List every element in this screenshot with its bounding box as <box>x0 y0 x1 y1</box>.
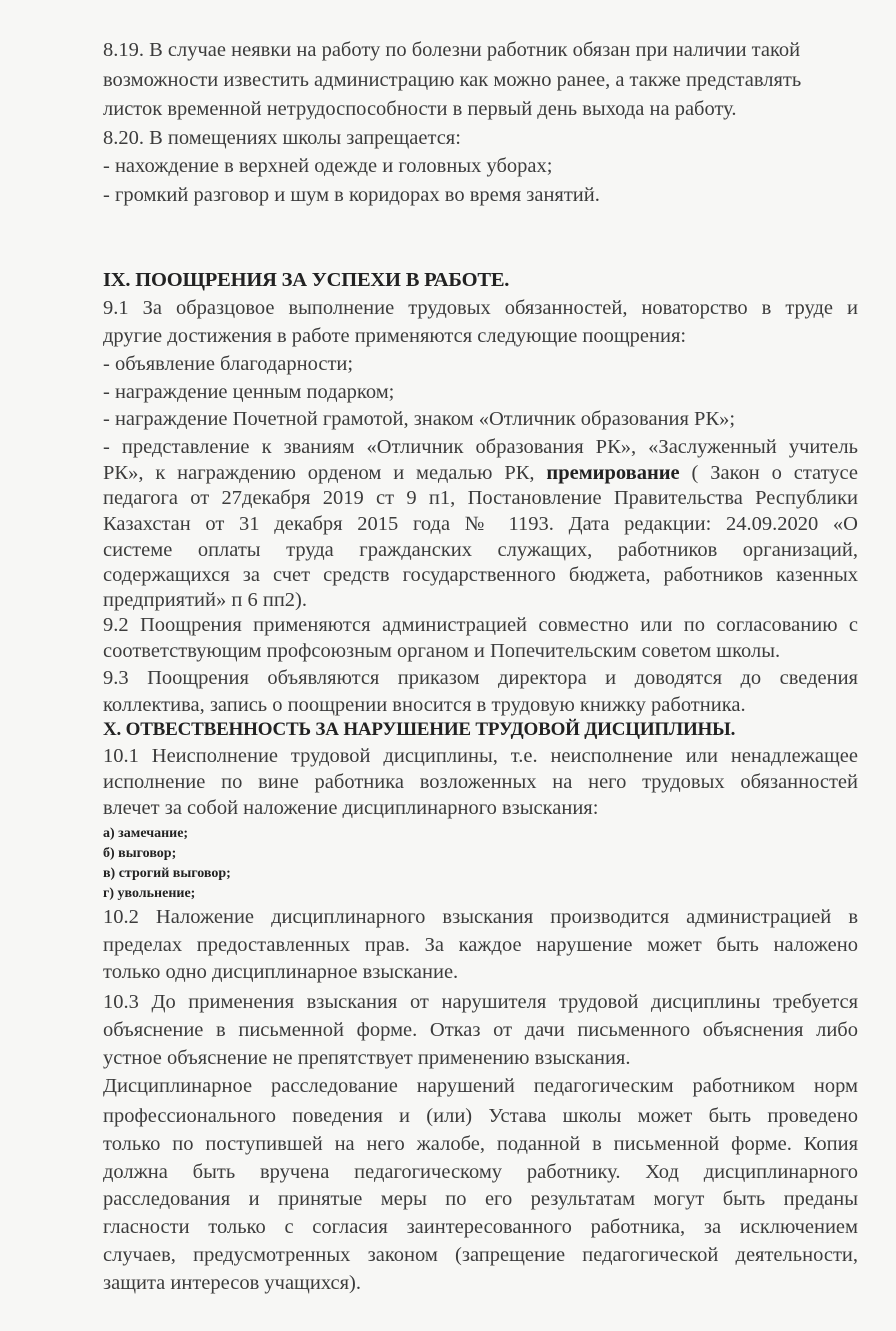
text-line: объяснение в письменной форме. Отказ от дачи письменного объяснения либо <box>103 1019 858 1041</box>
list-item: - представление к званиям «Отличник образования РК», «Заслуженный учитель <box>103 436 858 458</box>
text-line <box>103 461 858 485</box>
text-line: листок временной нетрудоспособности в первый день выхода на работу. <box>103 98 737 120</box>
text-span: ( Закон о статусе <box>679 462 858 484</box>
text-line: пределах предоставленных прав. За каждое нарушение может быть наложено <box>103 934 858 956</box>
text-line: 10.3 До применения взыскания от нарушителя трудовой дисциплины требуется <box>103 991 858 1013</box>
text-line: должна быть вручена педагогическому работнику. Ход дисциплинарного <box>103 1161 858 1183</box>
text-line: случаев, предусмотренных законом (запрещение педагогической деятельности, <box>103 1244 858 1266</box>
text-line: 10.2 Наложение дисциплинарного взыскания производится администрацией в <box>103 906 858 928</box>
text-line: 9.3 Поощрения объявляются приказом директора и доводятся до сведения <box>103 667 858 689</box>
text-line: 9.1 За образцовое выполнение трудовых обязанностей, новаторство в труде и <box>103 297 858 319</box>
text-line: коллектива, запись о поощрении вносится в трудовую книжку работника. <box>103 694 746 716</box>
text-line: влечет за собой наложение дисциплинарного взыскания: <box>103 797 599 819</box>
text-line: предприятий» п 6 пп2). <box>103 589 307 611</box>
list-item: - громкий разговор и шум в коридорах во время занятий. <box>103 184 600 206</box>
bold-term: премирование <box>546 462 680 484</box>
list-item: - объявление благодарности; <box>103 353 354 375</box>
text-line: гласности только с согласия заинтересованного работника, за исключением <box>103 1216 858 1238</box>
penalty-item: в) строгий выговор; <box>103 866 231 881</box>
text-line: возможности известить администрацию как можно ранее, а также представлять <box>103 69 802 91</box>
list-item: - награждение ценным подарком; <box>103 381 395 403</box>
list-item: - нахождение в верхней одежде и головных уборах; <box>103 155 553 177</box>
text-line: 8.20. В помещениях школы запрещается: <box>103 127 461 149</box>
text-line: соответствующим профсоюзным органом и Попечительским советом школы. <box>103 640 781 662</box>
text-line: Казахстан от 31 декабря 2015 года № 1193. Дата редакции: 24.09.2020 «О <box>103 513 858 535</box>
text-line: исполнение по вине работника возложенных на него трудовых обязанностей <box>103 771 858 793</box>
text-span: РК», к награждению орденом и медалью РК, <box>103 462 547 484</box>
text-line: 8.19. В случае неявки на работу по болезни работник обязан при наличии такой <box>103 39 801 61</box>
text-line: устное объяснение не препятствует применению взыскания. <box>103 1047 631 1069</box>
text-line: педагога от 27декабря 2019 ст 9 п1, Постановление Правительства Республики <box>103 487 858 509</box>
text-line: расследования и принятые меры по его результатам могут быть преданы <box>103 1188 858 1210</box>
text-line: только по поступившей на него жалобе, поданной в письменной форме. Копия <box>103 1133 858 1155</box>
list-item: - награждение Почетной грамотой, знаком «Отличник образования РК»; <box>103 408 736 430</box>
text-line: защита интересов учащихся). <box>103 1272 361 1294</box>
section-heading: IX. ПООЩРЕНИЯ ЗА УСПЕХИ В РАБОТЕ. <box>103 269 510 291</box>
text-line: содержащихся за счет средств государственного бюджета, работников казенных <box>103 564 858 586</box>
text-line: Дисциплинарное расследование нарушений педагогическим работником норм <box>103 1075 858 1097</box>
text-line: 9.2 Поощрения применяются администрацией совместно или по согласованию с <box>103 614 858 636</box>
penalty-item: б) выговор; <box>103 846 177 861</box>
section-heading: X. ОТВЕСТВЕННОСТЬ ЗА НАРУШЕНИЕ ТРУДОВОЙ ДИСЦИПЛИНЫ. <box>103 719 736 740</box>
text-line: системе оплаты труда гражданских служащих, работников организаций, <box>103 539 858 561</box>
text-line: профессионального поведения и (или) Устава школы может быть проведено <box>103 1105 858 1127</box>
text-line: другие достижения в работе применяются следующие поощрения: <box>103 325 687 347</box>
penalty-item: г) увольнение; <box>103 886 196 901</box>
penalty-item: а) замечание; <box>103 826 189 841</box>
text-line: только одно дисциплинарное взыскание. <box>103 961 459 983</box>
text-line: 10.1 Неисполнение трудовой дисциплины, т.е. неисполнение или ненадлежащее <box>103 745 858 767</box>
